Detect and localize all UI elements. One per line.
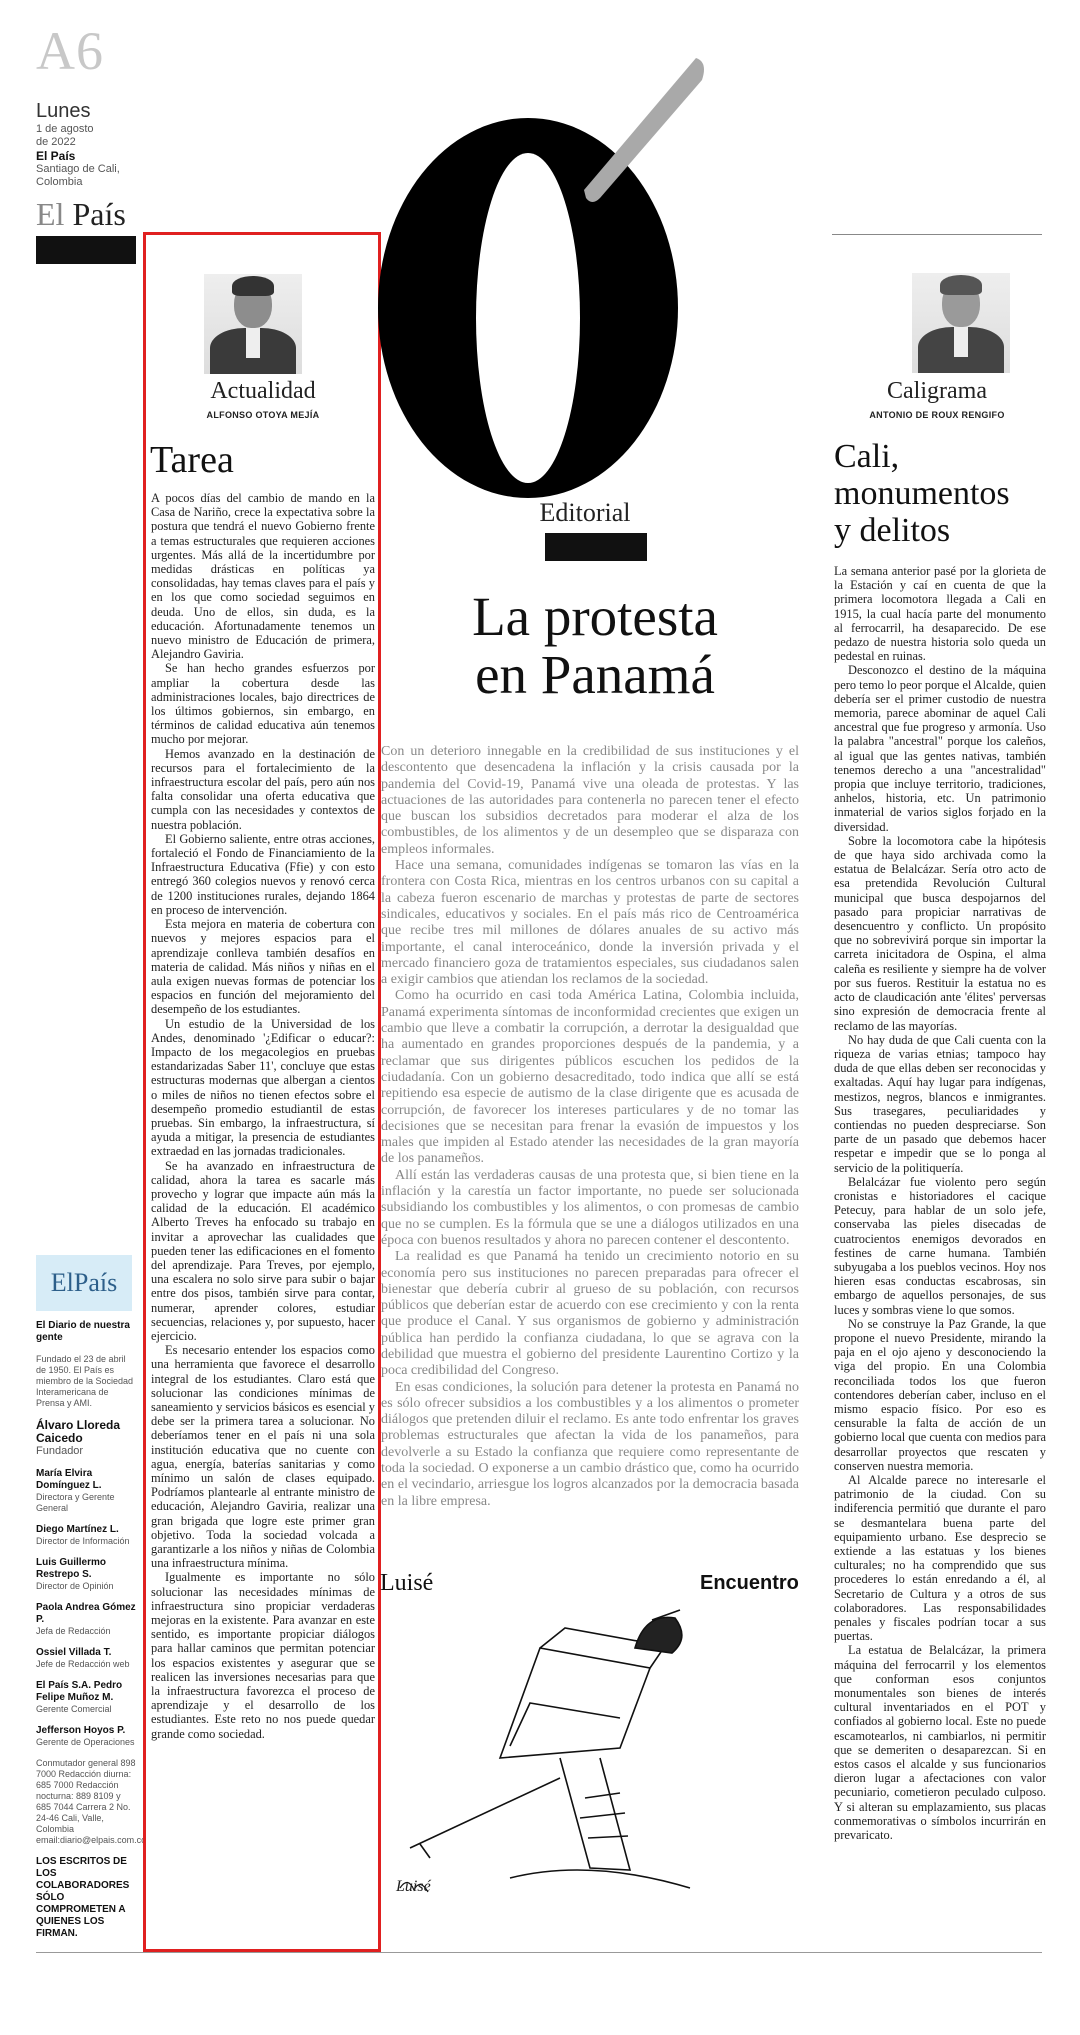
masthead-el: El <box>36 196 65 232</box>
year-line: de 2022 <box>36 136 76 148</box>
author-photo <box>912 273 1010 373</box>
editorial-headline <box>380 588 810 704</box>
column-body <box>834 564 1046 1842</box>
staff-name: Luis Guillermo Restrepo S. <box>36 1557 107 1580</box>
highlight-frame <box>143 232 381 1952</box>
staff-role: Jefa de Redacción <box>36 1626 111 1636</box>
staff-role: Jefe de Redacción web <box>36 1659 130 1669</box>
column-author: ANTONIO DE ROUX RENGIFO <box>869 410 1005 420</box>
tagline: El Diario de nuestra gente <box>36 1320 130 1343</box>
staff-box <box>36 1320 147 1950</box>
staff-role: Director de Opinión <box>36 1581 114 1591</box>
paragraph: La realidad es que Panamá ha tenido un crecimiento notorio en su economía pero sus instituciones no parecen preparadas para ofrecer el bienestar que debería cubrir al grueso de su población, con recursos públicos que deberían estar de acuerdo con ese crecimiento y con la renta que produce el Canal. Y sus organismos de gobierno y administración pública han perdido la confianza ciudadana, lo que se agrava con la debilidad que muestra el gobierno del presidente Laurentino Cortizo y la poca credibilidad del Congreso. <box>381 1249 799 1379</box>
cartoon-title: Encuentro <box>700 1572 799 1594</box>
staff-name: Jefferson Hoyos P. <box>36 1725 126 1736</box>
masthead <box>36 196 126 233</box>
paragraph: La semana anterior pasé por la glorieta de la Estación y caí en cuenta de que la primera locomotora llegada a Cali en 1915, la cual hacía parte del monumento al ferrocarril, ha desaparecido. De ese pedazo de nuestra historia solo queda un pedestal en ruinas. <box>834 564 1046 664</box>
staff-role: Director de Información <box>36 1536 130 1546</box>
opinion-o-graphic <box>378 58 708 498</box>
editorial-cartoon <box>390 1608 730 1908</box>
paragraph: La estatua de Belalcázar, la primera máquina del ferrocarril y los elementos que conforman esos conjuntos monumentales son bienes de interés cultural inventariados en el POT y confiados al gobierno local. Este no puede escamotearlos, ni cambiarlos, ni permitir que se demeriten o desaparezcan. Si en estos casos el alcalde y sus funcionarios dieron lugar a afectaciones con valor pecuniario, cometieron peculado culposo. Y si alteran su emplazamiento, sus placas conmemorativas o símbolos incurrirán en prevaricato. <box>834 1643 1046 1843</box>
staff-role: Directora y Gerente General <box>36 1492 115 1513</box>
founded-note: Fundado el 23 de abril de 1950. El País es miembro de la Sociedad Interamericana de Prensa y AMI. <box>36 1354 134 1408</box>
founder-role: Fundador <box>36 1445 84 1457</box>
city-line: Santiago de Cali, <box>36 163 120 175</box>
paragraph: Desconozco el destino de la máquina pero temo lo peor porque el Alcalde, quien debería ser el primer custodio de nuestra memoria, parece abominar de aquel Cali ancestral que fue progreso y armonía. Uso la palabra "ancestral" porque los caleños, al igual que las gentes nativas, también tenemos derecho a una "ancestralidad" propia que incluye territorio, tradiciones, anhelos, historia, etc. Un patrimonio inmaterial de varios siglos forjado en la diversidad. <box>834 663 1046 834</box>
paragraph: En esas condiciones, la solución para detener la protesta en Panamá no es sólo ofrecer subsidios a los combustibles y a los alimentos o prometer diálogos que pretenden diluir el reclamo. Es ante todo enfrentar los graves problemas estructurales que afectan la vida de los panameños, para devolverle a su Estado la confianza que requiere como representante de toda la sociedad. O exponerse a un cambio drástico que, como ha ocurrido en el vecindario, arriesgue los logros alcanzados por la democracia basada en la libre empresa. <box>381 1379 799 1509</box>
headline-line: monumentos <box>834 475 1010 512</box>
contact-info: Conmutador general 898 7000 Redacción diurna: 685 7000 Redacción nocturna: 889 8109 y 685 7044 Carrera 2 No. 24-46 Cali, Valle, Colombia email:diario@elpais.com.co <box>36 1758 147 1845</box>
editorial-body <box>381 744 799 1510</box>
column-headline <box>834 438 1044 549</box>
editorial-label: Editorial <box>539 498 631 527</box>
date-line: 1 de agosto <box>36 123 94 135</box>
weekday: Lunes <box>36 100 91 122</box>
paragraph: Se han hecho grandes esfuerzos por ampliar la cobertura desde las administraciones locales, bajo directrices de los últimos gobiernos, sin embargo, en términos de calidad educativa aún tenemos mucho por mejorar. <box>151 661 375 747</box>
staff-name: Paola Andrea Gómez P. <box>36 1602 136 1625</box>
column-author: ALFONSO OTOYA MEJÍA <box>206 410 320 420</box>
staff-name: El País S.A. Pedro Felipe Muñoz M. <box>36 1680 123 1703</box>
page-number: A6 <box>36 21 104 81</box>
cartoon-artist: Luisé <box>380 1570 434 1596</box>
cartoon-signature: Luisé <box>396 1878 431 1895</box>
paragraph: Esta mejora en materia de cobertura con nuevos y mejores espacios para el aprendizaje conlleva también desafíos en materia de calidad. Más niños y niñas en el aula exigen nuevas formas de potenciar los espacios en función del mejoramiento del desempeño de los estudiantes. <box>151 917 375 1017</box>
bottom-rule <box>36 1952 1042 1953</box>
paragraph: El Gobierno saliente, entre otras acciones, fortaleció el Fondo de Financiamiento de la Infraestructura Educativa (Ffie) y con esto entregó 360 colegios nuevos y renovó cerca de 1200 instituciones rurales, dejando 1864 en proceso de intervención. <box>151 831 375 917</box>
paragraph: Como ha ocurrido en casi toda América Latina, Colombia incluida, Panamá experimenta síntomas de inconformidad crecientes que exigen un cambio que lleve a combatir la corrupción, a derrotar la desigualdad que ha aumentado en grandes proporciones después de la pandemia, y a reclamar que sus dirigentes públicos escuchen los pedidos de la ciudadanía. Con un gobierno desacreditado, todo indica que allí se está repitiendo esa especie de autismo de la clase dirigente que es acusada de corrupción, de favorecer los intereses particulares y de no tomar las decisiones que se necesitan para frenar la evasión de impuestos y los males que impiden al Estado atender las necesidades de la gran mayoría de los panameños. <box>381 988 799 1167</box>
headline-line: Cali, <box>834 438 900 475</box>
masthead-bar <box>36 236 136 264</box>
paragraph: Se ha avanzado en infraestructura de calidad, ahora la tarea es sacarle más provecho y lograr que impacte aún más la calidad de la educación. El académico Alberto Treves ha enfocado su trabajo en invitar a aprovechar las cualidades que pueden tener las edificaciones en el fomento del aprendizaje. Para Treves, por ejemplo, una escalera no solo sirve para subir o bajar entre dos pisos, también sirve para contar, numerar, aprender colores, estudiar secuencias, relaciones y, por supuesto, hacer ejercicio. <box>151 1158 375 1343</box>
column-section: Actualidad <box>210 378 316 404</box>
paper-name: El País <box>36 149 76 163</box>
headline-line: en Panamá <box>475 644 715 705</box>
column-rule <box>832 234 1042 235</box>
staff-name: Diego Martínez L. <box>36 1524 119 1535</box>
paragraph: Sobre la locomotora cabe la hipótesis de que haya sido archivada como la estatua de Belalcázar. Sería otro acto de esa pretendida Revolución Cultural municipal que busca despojarnos del pasado para propiciar narrativas de desencuentro y conflicto. Un propósito que no sobrevivirá porque sin importar la carreta inicitadora de Ospina, el alma caleña es resiliente y siempre ha de volver por sus fueros. Restituir la estatua no es acto de claudicación ante 'élites' perversas sino expresión de democracia frente al reclamo de las mayorías. <box>834 833 1046 1033</box>
headline-line: y delitos <box>834 512 951 549</box>
column-headline: Tarea <box>150 439 234 481</box>
disclaimer: LOS ESCRITOS DE LOS COLABORADORES SÓLO COMPROMETEN A QUIENES LOS FIRMAN. <box>36 1856 130 1939</box>
paragraph: Al Alcalde parece no interesarle el patrimonio de la ciudad. Con su indiferencia permitió que durante el paro se desmantelara buena parte del equipamiento urbano. Ese desprecio se extiende a las estatuas y los bienes culturales; no ha comprendido que sus procederes lo están enredando a él, al Secretario de Cultura y a otros de sus colaboradores. Las responsabilidades penales y fiscales podrían tocar a sus puertas. <box>834 1473 1046 1644</box>
paragraph: Es necesario entender los espacios como una herramienta que favorece el desarrollo integral de los estudiantes. Claro está que solucionar las condiciones mínimas de saneamiento y servicios básicos es esencial y debe ser la primera tarea a solucionar. No deberíamos tener en el país ni una sola institución educativa que no cuente con agua, energía, baterías sanitarias y como mínimo un salón de clases equipado. Podríamos plantearle al entrante ministro de educación, Alejandro Gaviria, realizar una gran brigada que logre este primer gran objetivo. Toda la sociedad volcada a garantizarle a los niños y niñas de Colombia una infraestructura mínima. <box>151 1343 375 1571</box>
paragraph: Con un deterioro innegable en la credibilidad de sus instituciones y el descontento que desencadena la inflación y la crisis causada por la pandemia del Covid-19, Panamá vive una oleada de protestas. Y las actuaciones de las autoridades para contenerla no parecen tener el efecto que buscan los subsidios decretados para moderar el alza de los combustibles, de los alimentos y de un desempleo que se disparaza con empleos informales. <box>381 744 799 857</box>
masthead-pais: País <box>72 196 126 232</box>
paragraph: No se construye la Paz Grande, la que propone el nuevo Presidente, mirando la paja en el ojo ajeno y desconociendo la viga del propio. En una Colombia reconciliada todos los que fueron contendores deberían caber, incluso en el mismo espacio físico. Por eso es censurable la falta de acción de un gobierno local que cuenta con medios para desarrollar proyectos que rescaten y conserven nuestra memoria. <box>834 1316 1046 1473</box>
paragraph: Un estudio de la Universidad de los Andes, denominado '¿Edificar o educar?: Impacto de los megacolegios en pruebas estandarizadas Saber 11', concluye que estas estructuras modernas que albergan a cientos o miles de niños no tienen efectos sobre el desempeño promedio estudiantil de estas pruebas. Sin embargo, la infraestructura, sí ayuda a mitigar, la presencia de estudiantes extraedad en las jornadas tradicionales. <box>151 1016 375 1159</box>
staff-role: Gerente de Operaciones <box>36 1737 135 1747</box>
paragraph: Hemos avanzado en la destinación de recursos para el fortalecimiento de la infraestructura escolar del país, pero aún nos falta consolidar una oferta educativa que cumpla con las necesidades y contextos de nuestra población. <box>151 746 375 832</box>
paragraph: Hace una semana, comunidades indígenas se tomaron las vías en la frontera con Costa Rica, mientras en los centros urbanos con su capital a la cabeza fueron escenario de marchas y protestas de parte de sectores sindicales, educativos y sociales. En el país más rico de Centroamérica que recibe tres mil millones de dólares anuales de su activo más importante, el canal interoceánico, donde la inversión privada y el mercado financiero goza de tratamientos especiales, sus ciudadanos salen a exigir cambios que atiendan los reclamos de la sociedad. <box>381 858 799 988</box>
el-pais-logo: ElPaís <box>36 1255 132 1311</box>
headline-line: La protesta <box>472 586 718 647</box>
date-block <box>36 100 146 189</box>
staff-name: María Elvira Domínguez L. <box>36 1468 102 1491</box>
staff-name: Ossiel Villada T. <box>36 1647 112 1658</box>
staff-role: Gerente Comercial <box>36 1704 112 1714</box>
founder-name: Álvaro Lloreda Caicedo <box>36 1418 121 1445</box>
paragraph: No hay duda de que Cali cuenta con la riqueza de varias etnias; tampoco hay duda de que ellas deben ser reconocidas y exaltadas. Aquí hay lugar para indígenas, mestizos, negros, blancos e inmigrantes. Sus trasegares, peculiaridades y contiendas no pueden despreciarse. Son parte de un pasado que debemos hacer respetar e impedir que se lo ponga al servicio de la politiquería. <box>834 1032 1046 1175</box>
paragraph: Allí están las verdaderas causas de una protesta que, si bien tiene en la inflación y la carestía un factor importante, no puede ser solucionada subsidiando los combustibles y los alimentos, o con promesas de cambio que no se cumplen. Es la fórmula que se une a diálogos utilizados en una época con buenos resultados y ahora no parecen contener el descontento. <box>381 1167 799 1248</box>
paragraph: A pocos días del cambio de mando en la Casa de Nariño, crece la expectativa sobre la postura que tendrá el nuevo Gobierno frente a temas estructurales que requieren acciones urgentes. Más allá de la incertidumbre por medidas drásticas en políticas ya consolidadas, hay temas claves para el país y en los que como sociedad seguimos en deuda. Uno de ellos, sin duda, es la educación. Afortunadamente tenemos un nuevo ministro de Educación de primera, Alejandro Gaviria. <box>151 491 375 662</box>
paragraph: Belalcázar fue violento pero según cronistas e historiadores el cacique Petecuy, para hablar de un solo jefe, conservaba las pieles disecadas de cuatrocientos enemigos devorados en festines de carne humana. También subyugaba a los pueblos vecinos. Hoy nos hieren esas conductas escabrosas, sin embargo de aquellos personajes, de sus luces y sombras viene lo que somos. <box>834 1174 1046 1317</box>
country-line: Colombia <box>36 176 83 188</box>
paragraph: Igualmente es importante no sólo solucionar las necesidades mínimas de infraestructura sino propiciar verdaderas mejoras en la existente. Para avanzar en este sentido, es importante propiciar diálogos para hallar caminos que permitan potenciar los espacios existentes y asegurar que se realicen las inversiones necesarias para que la infraestructura favorezca el proceso de aprendizaje y el desarrollo de los estudiantes. Este reto no nos puede quedar grande como sociedad. <box>151 1570 375 1741</box>
editorial-bar <box>545 533 647 561</box>
column-section: Caligrama <box>887 378 987 404</box>
